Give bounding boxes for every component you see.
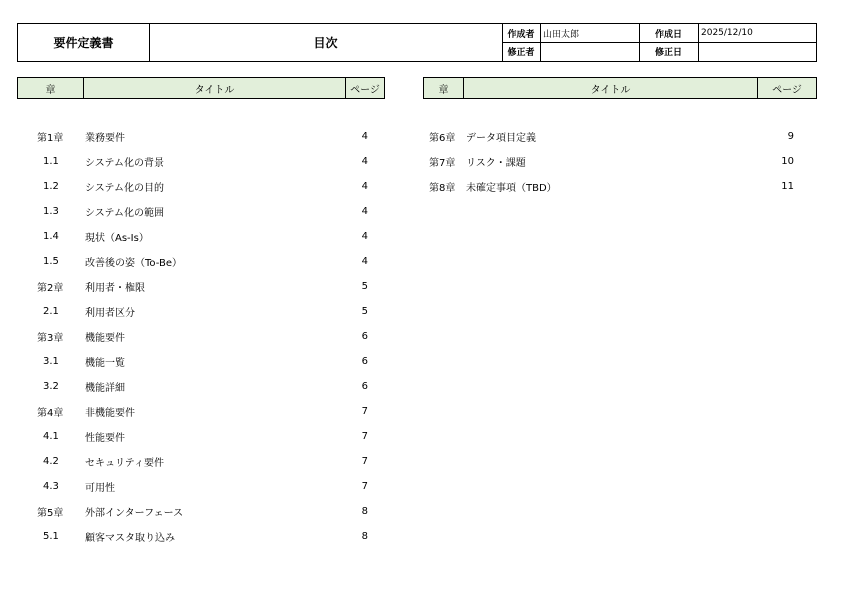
toc-title: リスク・課題 [466,157,526,169]
author-label: 作成者 [507,29,535,40]
modifier-label: 修正者 [507,48,535,58]
page-column-header: ページ [772,84,802,96]
toc-number: 3.1 [43,355,59,367]
toc-number: 第7章 [429,157,456,169]
title-column-header: タイトル [464,78,758,98]
toc-number: 4.3 [43,480,59,492]
toc-page: 4 [361,255,368,267]
toc-page: 8 [361,530,368,542]
toc-number: 3.2 [43,380,59,392]
modified-date-label: 修正日 [654,48,682,58]
toc-title: システム化の範囲 [85,207,164,219]
toc-title: 機能一覧 [85,357,125,369]
toc-title: 外部インターフェース [85,507,184,519]
toc-title: 機能詳細 [85,382,125,394]
toc-number: 第6章 [429,132,456,144]
toc-number: 第4章 [37,407,64,419]
toc-page: 7 [361,405,368,417]
created-date-value: 2025/12/10 [701,28,753,38]
toc-number: 1.4 [43,230,59,242]
toc-title: 可用性 [85,482,115,494]
toc-number: 第5章 [37,507,64,519]
toc-chapter-row[interactable] [0,179,842,193]
toc-title: セキュリティ要件 [85,457,164,469]
toc-number: 第3章 [37,332,64,344]
toc-title: 改善後の姿（To-Be） [85,257,182,269]
toc-number: 4.1 [43,430,59,442]
toc-number: 第1章 [37,132,64,144]
toc-title: 業務要件 [85,132,125,144]
toc-number: 5.1 [43,530,59,542]
toc-page: 4 [361,230,368,242]
author-value: 山田太郎 [543,29,580,40]
toc-page: 7 [361,480,368,492]
toc-page: 6 [361,330,368,342]
toc-page: 5 [361,280,368,292]
chapter-column-header: 章 [18,78,84,98]
toc-title: 利用者区分 [85,307,135,319]
toc-title: 機能要件 [85,332,125,344]
toc-title: 現状（As-Is） [85,232,149,244]
toc-number: 2.1 [43,305,59,317]
toc-title: システム化の目的 [85,182,164,194]
toc-page: 6 [361,380,368,392]
toc-chapter-row[interactable] [0,154,842,168]
title-column-header: タイトル [84,78,346,98]
toc-page: 9 [787,130,794,142]
toc-page: 10 [781,155,794,167]
chapter-column-header: 章 [424,78,464,98]
toc-number: 1.1 [43,155,59,167]
page-column-header: ページ [350,84,380,96]
toc-title: システム化の背景 [85,157,164,169]
toc-page: 4 [361,205,368,217]
toc-page: 7 [361,430,368,442]
toc-page: 4 [361,155,368,167]
toc-page: 8 [361,505,368,517]
toc-number: 1.5 [43,255,59,267]
toc-number: 第8章 [429,182,456,194]
created-date-label: 作成日 [654,29,682,40]
toc-title: 未確定事項（TBD） [466,182,557,194]
toc-number: 1.2 [43,180,59,192]
toc-number: 4.2 [43,455,59,467]
toc-page: 4 [361,130,368,142]
toc-title: 性能要件 [85,432,125,444]
toc-page: 7 [361,455,368,467]
toc-page: 6 [361,355,368,367]
document-title: 要件定義書 [53,36,114,50]
toc-title: データ項目定義 [466,132,536,144]
toc-number: 第2章 [37,282,64,294]
toc-page: 4 [361,180,368,192]
sheet-title: 目次 [313,36,338,50]
toc-number: 1.3 [43,205,59,217]
toc-chapter-row[interactable] [0,129,842,143]
toc-page: 5 [361,305,368,317]
toc-page: 11 [781,180,794,192]
toc-title: 顧客マスタ取り込み [85,532,175,544]
toc-title: 非機能要件 [85,407,135,419]
toc-title: 利用者・権限 [85,282,145,294]
